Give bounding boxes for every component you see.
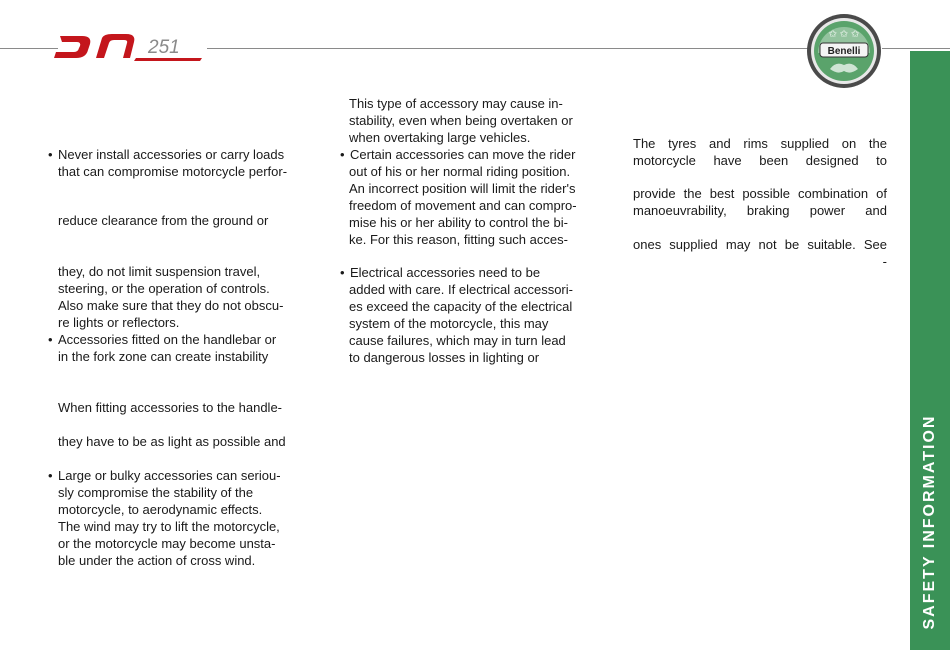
body-text-line: added with care. If electrical accessori- (349, 282, 573, 297)
body-text-line: - (882, 254, 887, 269)
body-text-line: they have to be as light as possible and (58, 434, 286, 449)
bullet: • (48, 468, 53, 483)
body-text-line: freedom of movement and can compro- (349, 198, 577, 213)
body-text-line: Electrical accessories need to be (350, 265, 541, 280)
model-logo-suffix: 251 (148, 37, 180, 58)
body-text-line: motorcycle, to aerodynamic effects. (58, 502, 263, 517)
bullet: • (48, 332, 53, 347)
body-text-line: When fitting accessories to the handle- (58, 400, 283, 415)
model-logo (52, 28, 212, 68)
body-text-line: es exceed the capacity of the electrical (349, 299, 573, 314)
body-text-line: ble under the action of cross wind. (58, 553, 256, 568)
body-text-line: The tyres and rims supplied on the (633, 136, 887, 151)
body-text-line: sly compromise the stability of the (58, 485, 254, 500)
emblem-wordmark: Benelli (827, 46, 861, 57)
body-text-line: out of his or her normal riding position. (349, 164, 571, 179)
body-text-line: An incorrect position will limit the rider's (349, 181, 576, 196)
bullet: • (48, 147, 53, 162)
bullet: • (340, 147, 345, 162)
emblem-stars: ✩ ✩ ✩ (828, 29, 860, 40)
body-text-line: in the fork zone can create instability (58, 349, 269, 364)
body-text-line: that can compromise motorcycle perfor- (58, 164, 288, 179)
body-text-line: Certain accessories can move the rider (350, 147, 576, 162)
body-text-line: Large or bulky accessories can seriou- (58, 468, 281, 483)
body-text-line: The wind may try to lift the motorcycle, (58, 519, 280, 534)
section-sidebar-label: SAFETY INFORMATION (921, 414, 938, 630)
body-text-line: This type of accessory may cause in- (349, 96, 563, 111)
body-text-line: Never install accessories or carry loads (58, 147, 285, 162)
header-rule-right (882, 48, 950, 49)
header-rule-middle (207, 48, 808, 49)
body-text-line: manoeuvrability, braking power and (633, 203, 887, 218)
header-rule-left (0, 48, 58, 49)
body-text-line: stability, even when being overtaken or (349, 113, 573, 128)
benelli-emblem (806, 13, 882, 89)
body-text-line: steering, or the operation of controls. (58, 281, 270, 296)
body-text-line: cause failures, which may in turn lead (349, 333, 566, 348)
body-text-line: they, do not limit suspension travel, (58, 264, 261, 279)
body-text-line: when overtaking large vehicles. (349, 130, 531, 145)
body-text-line: Accessories fitted on the handlebar or (58, 332, 277, 347)
body-text-line: Also make sure that they do not obscu- (58, 298, 284, 313)
body-text-line: ke. For this reason, fitting such acces- (349, 232, 568, 247)
body-text-line: system of the motorcycle, this may (349, 316, 549, 331)
body-text-line: reduce clearance from the ground or (58, 213, 269, 228)
body-text-line: re lights or reflectors. (58, 315, 180, 330)
body-text-line: or the motorcycle may become unsta- (58, 536, 276, 551)
body-text-line: provide the best possible combination of (633, 186, 887, 201)
body-text-line: to dangerous losses in lighting or (349, 350, 540, 365)
body-text-line: motorcycle have been designed to (633, 153, 887, 168)
bullet: • (340, 265, 345, 280)
body-text-line: ones supplied may not be suitable. See (633, 237, 887, 252)
body-text-line: mise his or her ability to control the bi- (349, 215, 568, 230)
